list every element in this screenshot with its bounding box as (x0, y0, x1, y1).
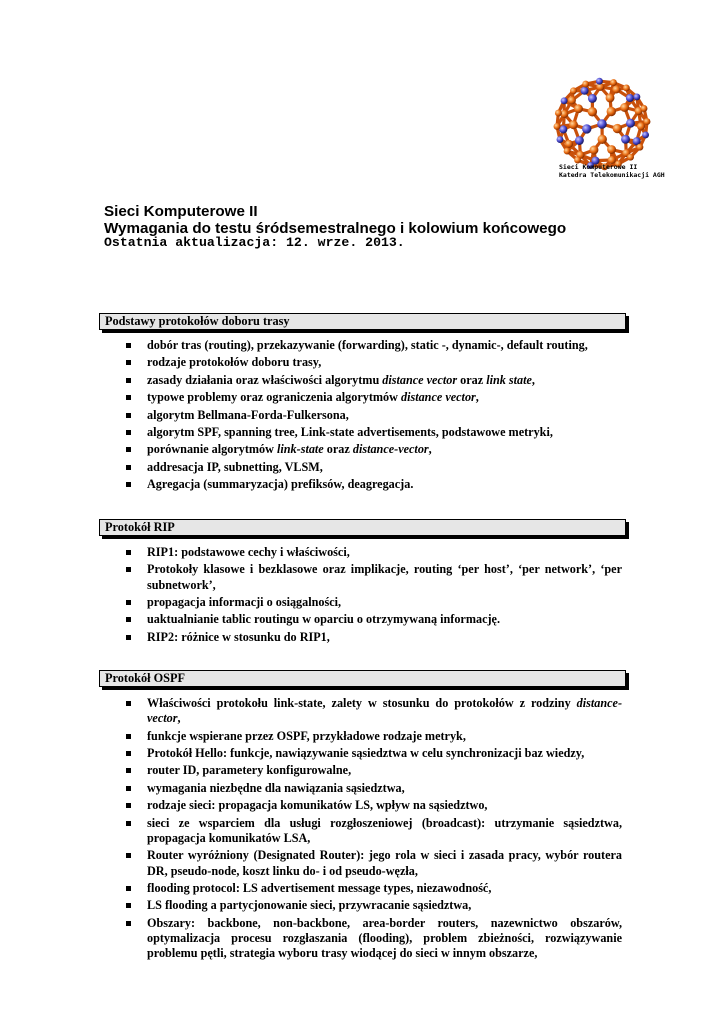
list-item (126, 612, 622, 627)
bullet-icon (126, 701, 131, 706)
atom-dot (575, 136, 584, 145)
list-item (126, 848, 622, 879)
section-list-ospf (126, 696, 622, 964)
list-item-text: dobór tras (routing), przekazywanie (forwarding), static -, dynamic-, default routing, (147, 338, 588, 352)
list-item-text: router ID, parametery konfigurowalne, (147, 763, 352, 778)
bullet-icon (126, 803, 131, 808)
list-item-text: Router wyróżniony (Designated Router): jego rola w sieci i zasada pracy, wybór routera DR, pseudo-node, koszt linku do- i od pseudo-węzła, (147, 848, 622, 878)
list-item (126, 545, 622, 560)
list-item-text: RIP2: różnice w stosunku do RIP1, (147, 629, 330, 644)
list-item-text: Protokoły klasowe i bezklasowe oraz implikacje, routing ‘per host’, ‘per network’, ‘per subnetwork’, (147, 562, 622, 592)
list-item (126, 390, 622, 405)
list-item-text: propagacja informacji o osiągalności, (147, 595, 342, 610)
atom-dot (606, 94, 615, 103)
bullet-icon (126, 567, 131, 572)
list-item (126, 442, 622, 457)
atom-dot (596, 78, 603, 85)
list-item-text: Protokół Hello: funkcje, nawiązywanie sąsiedztwa w celu synchronizacji baz wiedzy, (147, 746, 585, 761)
atom-dot (626, 119, 635, 128)
list-item-text: typowe problemy oraz ograniczenia algorytmów distance vector, (147, 390, 479, 405)
atom-dot (574, 104, 583, 113)
list-item-text: addresacja IP, subnetting, VLSM, (147, 459, 323, 474)
list-item (126, 425, 622, 440)
course-title: Sieci Komputerowe II (104, 203, 258, 220)
section-heading-routing-basics (99, 313, 626, 330)
list-item-text: zasady działania oraz właściwości algorytmu distance vector oraz link state, (147, 372, 535, 387)
list-item (126, 355, 622, 370)
list-item (126, 460, 622, 475)
atom-dot (636, 144, 643, 151)
list-item (126, 763, 622, 778)
atom-dot (555, 110, 562, 117)
atom-dot (554, 123, 561, 130)
atom-dot (588, 94, 597, 103)
list-item-text: uaktualnianie tablic routingu w oparciu o otrzymywaną informację. (147, 612, 500, 627)
list-item (126, 798, 622, 813)
atom-dot (620, 103, 629, 112)
atom-dot (568, 96, 576, 104)
atom-dot (637, 122, 645, 130)
atom-dot (607, 145, 616, 154)
section-list-routing-basics (126, 338, 622, 495)
bullet-icon (126, 903, 131, 908)
bullet-icon (126, 786, 131, 791)
document-subtitle: Wymagania do testu śródsemestralnego i kolowium końcowego (104, 220, 567, 237)
bullet-icon (126, 378, 131, 383)
bullet-icon (126, 413, 131, 418)
bullet-icon (126, 343, 131, 348)
bullet-icon (126, 635, 131, 640)
atom-dot (613, 124, 622, 133)
bullet-icon (126, 751, 131, 756)
atom-dot (610, 79, 617, 86)
list-item (126, 696, 622, 727)
list-item (126, 729, 622, 744)
atom-dot (570, 87, 577, 94)
atom-dot (569, 120, 578, 129)
section-title: Protokół RIP (105, 520, 175, 534)
bullet-icon (126, 465, 131, 470)
atom-dot (627, 154, 634, 161)
atom-dot (565, 140, 573, 148)
atom-dot (598, 135, 607, 144)
list-item (126, 338, 622, 353)
list-item (126, 562, 622, 593)
atom-dot (597, 119, 607, 129)
list-item (126, 630, 622, 645)
logo-caption-line2: Katedra Telekomunikacji AGH (559, 171, 665, 179)
list-item-text: rodzaje sieci: propagacja komunikatów LS, wpływ na sąsiedztwo, (147, 798, 488, 813)
list-item (126, 408, 622, 423)
list-item (126, 373, 622, 388)
list-item (126, 477, 622, 492)
section-title: Podstawy protokołów doboru trasy (105, 314, 290, 328)
atom-dot (612, 85, 620, 93)
bullet-icon (126, 550, 131, 555)
logo-caption-line1: Sieci Komputerowe II (559, 163, 638, 171)
atom-dot (621, 135, 630, 144)
bullet-icon (126, 734, 131, 739)
list-item-text: algorytm SPF, spanning tree, Link-state advertisements, podstawowe metryki, (147, 424, 553, 439)
bullet-icon (126, 886, 131, 891)
atom-dot (626, 94, 634, 102)
bullet-icon (126, 395, 131, 400)
list-item-text: sieci ze wsparciem dla usługi rozgłoszeniowej (broadcast): utrzymanie sąsiedztwa, propagacja komunikatów LSA, (147, 815, 622, 845)
list-item-text: Agregacja (summaryzacja) prefiksów, deagregacja. (147, 477, 414, 492)
logo-caption (559, 163, 665, 179)
section-list-rip (126, 545, 622, 647)
section-heading-rip (99, 519, 626, 536)
atom-dot (581, 87, 589, 95)
atom-dot (564, 148, 571, 155)
atom-dot (582, 124, 591, 133)
atom-dot (561, 97, 568, 104)
section-title: Protokół OSPF (105, 671, 186, 685)
list-item-text: Obszary: backbone, non-backbone, area-border routers, nazewnictwo obszarów, optymalizacja procesu rozgłaszania (flooding), problem zbieżności, rozwiązywanie problemu pętli, strategia wyboru trasy wiodącej do sieci w innym obszarze, (147, 915, 622, 961)
section-heading-ospf (99, 670, 626, 687)
list-item-text: Właściwości protokołu link-state, zalety w stosunku do protokołów z rodziny distance-vector, (147, 696, 622, 726)
list-item-text: RIP1: podstawowe cechy i właściwości, (147, 545, 350, 559)
list-item (126, 898, 622, 913)
atom-dot (641, 105, 648, 112)
list-item (126, 916, 622, 962)
bullet-icon (126, 853, 131, 858)
bullet-icon (126, 447, 131, 452)
atom-dot (559, 125, 567, 133)
list-item-text: flooding protocol: LS advertisement message types, niezawodność, (147, 881, 492, 896)
bullet-icon (126, 360, 131, 365)
atom-dot (607, 107, 616, 116)
list-item (126, 595, 622, 610)
atom-dot (588, 107, 597, 116)
atom-dot (582, 81, 589, 88)
atom-dot (590, 146, 599, 155)
list-item (126, 781, 622, 796)
bullet-icon (126, 821, 131, 826)
list-item (126, 746, 622, 761)
bullet-icon (126, 921, 131, 926)
list-item-text: rodzaje protokołów doboru trasy, (147, 355, 322, 370)
bullet-icon (126, 768, 131, 773)
bullet-icon (126, 430, 131, 435)
atom-dot (623, 85, 630, 92)
atom-dot (633, 93, 640, 100)
bullet-icon (126, 600, 131, 605)
list-item (126, 816, 622, 847)
bullet-icon (126, 482, 131, 487)
list-item-text: algorytm Bellmana-Forda-Fulkersona, (147, 407, 349, 422)
last-updated: Ostatnia aktualizacja: 12. wrze. 2013. (104, 235, 405, 250)
list-item-text: LS flooding a partycjonowanie sieci, przywracanie sąsiedztwa, (147, 898, 472, 913)
atom-dot (557, 136, 564, 143)
list-item-text: porównanie algorytmów link-state oraz distance-vector, (147, 442, 432, 457)
list-item (126, 881, 622, 896)
list-item-text: wymagania niezbędne dla nawiązania sąsiedztwa, (147, 780, 405, 795)
list-item-text: funkcje wspierane przez OSPF, przykładowe rodzaje metryk, (147, 728, 466, 743)
bullet-icon (126, 617, 131, 622)
atom-dot (644, 118, 651, 125)
atom-dot (642, 131, 649, 138)
